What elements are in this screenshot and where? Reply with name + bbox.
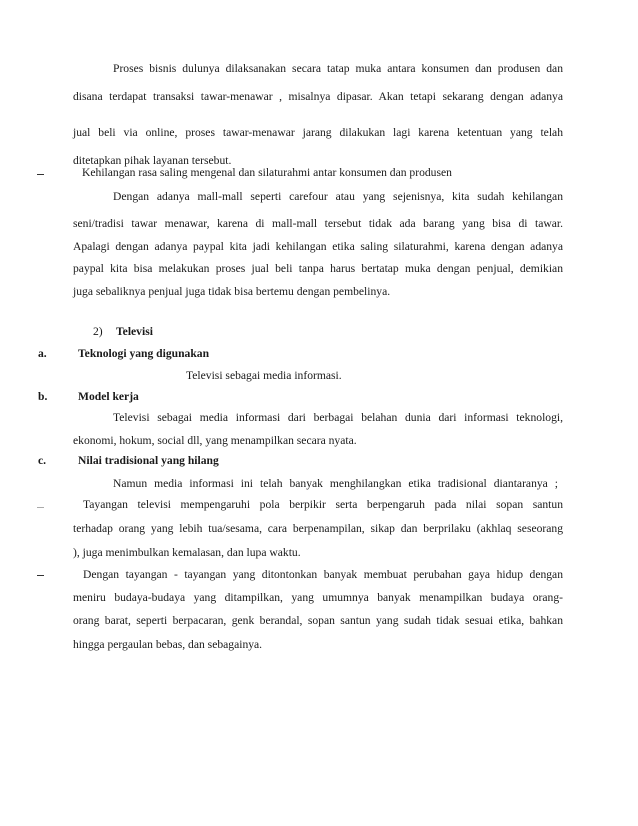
paragraph-line: Dengan adanya mall-mall seperti carefour atau yang sejenisnya, kita sudah kehilangan — [113, 190, 563, 203]
list-marker: b. — [38, 390, 48, 403]
item-body-line: Televisi sebagai media informasi dari berbagai belahan dunia dari informasi teknologi, — [113, 411, 563, 424]
bullet-text-line: orang barat, seperti berpacaran, genk berandal, sopan santun yang sudah tidak sesuai etika, bahkan — [73, 614, 563, 627]
bullet-dash-icon — [37, 174, 44, 175]
item-body: Televisi sebagai media informasi. — [186, 369, 342, 382]
list-marker: a. — [38, 347, 47, 360]
paragraph-line: juga sebaliknya penjual juga tidak bisa bertemu dengan pembelinya. — [73, 285, 391, 298]
paragraph-line: disana terdapat transaksi tawar-menawar , misalnya dipasar. Akan tetapi sekarang dengan adanya — [73, 90, 563, 103]
item-heading: Model kerja — [78, 390, 139, 403]
bullet-dash-icon — [37, 507, 44, 508]
item-body: Namun media informasi ini telah banyak menghilangkan etika tradisional diantaranya ; — [113, 477, 558, 490]
list-marker: c. — [38, 454, 47, 467]
bullet-text-line: Dengan tayangan - tayangan yang ditontonkan banyak membuat perubahan gaya hidup dengan — [83, 568, 563, 581]
paragraph-line: seni/tradisi tawar menawar, karena di mall-mall tersebut tidak ada barang yang bisa di tawar. — [73, 217, 563, 230]
paragraph-line: Apalagi dengan adanya paypal kita jadi kehilangan etika saling silaturahmi, karena dengan adanya — [73, 240, 563, 253]
paragraph-line: Proses bisnis dulunya dilaksanakan secara tatap muka antara konsumen dan produsen dan — [113, 62, 563, 75]
section-title: Televisi — [116, 325, 153, 338]
section-number: 2) — [93, 325, 103, 338]
paragraph-line: ditetapkan pihak layanan tersebut. — [73, 154, 232, 167]
paragraph-line: jual beli via online, proses tawar-menawar jarang dilakukan lagi karena ketentuan yang telah — [73, 126, 563, 139]
bullet-dash-icon — [37, 575, 44, 576]
bullet-text-line: meniru budaya-budaya yang ditampilkan, yang umumnya banyak menampilkan budaya orang- — [73, 591, 563, 604]
bullet-text: Kehilangan rasa saling mengenal dan silaturahmi antar konsumen dan produsen — [82, 166, 452, 179]
item-heading: Nilai tradisional yang hilang — [78, 454, 219, 467]
bullet-text-line: ), juga menimbulkan kemalasan, dan lupa waktu. — [73, 546, 301, 559]
bullet-text-line: terhadap orang yang lebih tua/sesama, cara berpenampilan, sikap dan berprilaku (akhlaq seseorang — [73, 522, 563, 535]
item-heading: Teknologi yang digunakan — [78, 347, 210, 360]
bullet-text-line: hingga pergaulan bebas, dan sebagainya. — [73, 638, 263, 651]
item-body-line: ekonomi, hokum, social dll, yang menampilkan secara nyata. — [73, 434, 357, 447]
bullet-text-line: Tayangan televisi mempengaruhi pola berpikir serta berpengaruh pada nilai sopan santun — [83, 498, 563, 511]
paragraph-line: paypal kita bisa melakukan proses jual beli tanpa harus bertatap muka dengan penjual, demikian — [73, 262, 563, 275]
